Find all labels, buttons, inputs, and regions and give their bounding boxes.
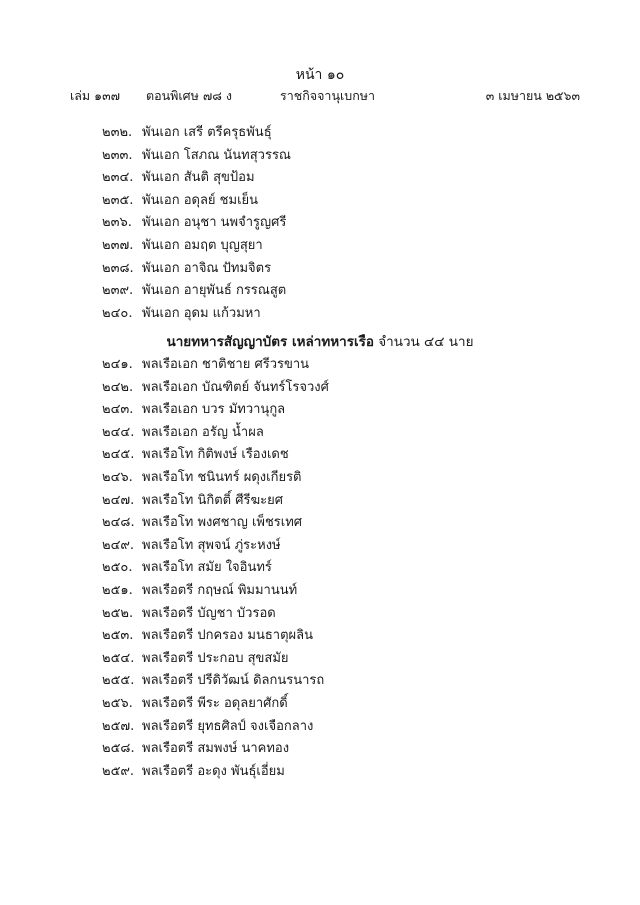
entry-number: ๒๓๒.: [102, 125, 133, 140]
list-item: [102, 466, 329, 489]
list-item: [102, 647, 329, 670]
entry-number: ๒๔๙.: [102, 537, 135, 553]
entry-name: พันเอก อมฤต บุญสุยา: [142, 237, 263, 253]
entry-number: ๒๕๐.: [102, 560, 133, 576]
entry-name: พลเรือตรี สมพงษ์ นาคทอง: [142, 741, 290, 757]
entry-name: พันเอก เสรี ตรีครุธพันธุ์: [142, 125, 272, 140]
entry-number: ๒๔๑.: [102, 357, 133, 372]
entry-name: พลเรือโท นิกิตติ์ ศีรีฆะยศ: [142, 492, 283, 508]
entry-name: พันเอก อายุพันธ์ กรรณสูต: [142, 283, 287, 299]
entry-name: พลเรือตรี กฤษณ์ พิมมานนท์: [142, 582, 298, 598]
entry-name: พันเอก อนุชา นพจำรูญศรี: [142, 215, 287, 231]
entry-number: ๒๓๗.: [102, 237, 134, 253]
entry-name: พลเรือโท สมัย ใจอินทร์: [142, 560, 272, 576]
entry-number: ๒๓๕.: [102, 192, 134, 208]
list-item: [102, 166, 291, 189]
list-item: [102, 421, 329, 444]
list-item: [102, 760, 329, 783]
list-item: [102, 257, 291, 280]
gazette-header: [70, 86, 580, 104]
list-item: [102, 398, 329, 421]
list-item: [102, 443, 329, 466]
section-title: นายทหารสัญญาบัตร เหล่าทหารเรือ: [166, 334, 374, 350]
entry-number: ๒๕๓.: [102, 628, 134, 644]
entry-number: ๒๔๗.: [102, 492, 135, 508]
list-item: [102, 211, 291, 234]
list-item: [102, 353, 329, 376]
list-item: [102, 602, 329, 625]
entry-name: พันเอก อุดม แก้วมหา: [142, 305, 261, 321]
entry-number: ๒๕๘.: [102, 741, 135, 757]
entry-number: ๒๓๖.: [102, 215, 132, 231]
list-item: [102, 737, 329, 760]
entry-name: พันเอก อดุลย์ ชมเย็น: [142, 192, 259, 208]
list-item: [102, 534, 329, 557]
entry-name: พลเรือตรี ยุทธศิลป์ จงเจือกลาง: [142, 718, 314, 734]
list-item: [102, 489, 329, 512]
entry-name: พลเรือตรี ประกอบ สุขสมัย: [142, 650, 289, 666]
list-item: [102, 121, 291, 144]
entry-number: ๒๔๒.: [102, 379, 134, 395]
entry-number: ๒๕๙.: [102, 763, 135, 779]
issue-label: ตอนพิเศษ ๗๘ ง: [146, 88, 232, 103]
entry-name: พลเรือตรี ปกครอง มนธาตุผลิน: [142, 628, 314, 644]
entry-number: ๒๕๔.: [102, 650, 135, 666]
entry-number: ๒๕๗.: [102, 718, 135, 734]
section-heading: [0, 330, 640, 352]
entry-name: พลเรือเอก อรัญ น้ำผล: [142, 424, 264, 440]
entry-name: พลเรือเอก บวร มัทวานุกูล: [142, 402, 286, 418]
entry-name: พันเอก สันติ สุขป้อม: [142, 170, 255, 186]
section-count: จำนวน ๔๔ นาย: [378, 334, 474, 350]
entry-name: พันเอก โสภณ นันทสุวรรณ: [142, 147, 291, 163]
entry-list: [102, 121, 291, 324]
entry-name: พลเรือเอก บัณฑิตย์ จันทร์โรจวงศ์: [142, 379, 329, 395]
entry-name: พลเรือตรี อะดุง พันธุ์เอี่ยม: [142, 763, 285, 779]
entry-number: ๒๔๐.: [102, 305, 133, 321]
list-item: [102, 624, 329, 647]
issue-date: ๓ เมษายน ๒๕๖๓: [485, 88, 580, 103]
list-item: [102, 579, 329, 602]
entry-number: ๒๕๖.: [102, 695, 133, 711]
entry-name: พลเรือโท กิติพงษ์ เรืองเดช: [142, 447, 289, 463]
entry-name: พลเรือเอก ชาติชาย ศรีวรขาน: [142, 357, 310, 372]
page-number: หน้า ๑๐: [295, 67, 345, 83]
entry-name: พันเอก อาจิณ ปัทมจิตร: [142, 260, 272, 276]
list-item: [102, 715, 329, 738]
entry-name: พลเรือโท พงศชาญ เพ็ชรเทศ: [142, 515, 303, 531]
list-item: [102, 144, 291, 167]
entry-number: ๒๔๘.: [102, 515, 135, 531]
list-item: [102, 302, 291, 325]
entry-number: ๒๔๕.: [102, 447, 135, 463]
list-item: [102, 234, 291, 257]
volume-label: เล่ม ๑๓๗: [70, 88, 121, 103]
entry-list-navy: [102, 353, 329, 782]
entry-number: ๒๔๔.: [102, 424, 135, 440]
entry-name: พลเรือโท สุพจน์ ภู่ระหงษ์: [142, 537, 281, 553]
entry-number: ๒๓๙.: [102, 283, 134, 299]
entry-number: ๒๕๑.: [102, 582, 133, 598]
entry-name: พลเรือตรี ปรีดิวัฒน์ ดิลกนรนารถ: [142, 673, 325, 689]
entry-name: พลเรือโท ชนินทร์ ผดุงเกียรติ: [142, 469, 302, 485]
entry-number: ๒๔๓.: [102, 402, 134, 418]
gazette-title: ราชกิจจานุเบกษา: [280, 88, 376, 103]
entry-name: พลเรือตรี พีระ อดุลยาศักดิ์: [142, 695, 288, 711]
list-item: [102, 376, 329, 399]
list-item: [102, 692, 329, 715]
entry-number: ๒๔๖.: [102, 469, 133, 485]
entry-number: ๒๓๓.: [102, 147, 133, 163]
entry-number: ๒๓๘.: [102, 260, 134, 276]
entry-name: พลเรือตรี บัญชา บัวรอด: [142, 605, 276, 621]
entry-number: ๒๓๔.: [102, 170, 134, 186]
list-item: [102, 556, 329, 579]
entry-number: ๒๕๕.: [102, 673, 135, 689]
entry-number: ๒๕๒.: [102, 605, 134, 621]
list-item: [102, 189, 291, 212]
list-item: [102, 279, 291, 302]
list-item: [102, 669, 329, 692]
list-item: [102, 511, 329, 534]
